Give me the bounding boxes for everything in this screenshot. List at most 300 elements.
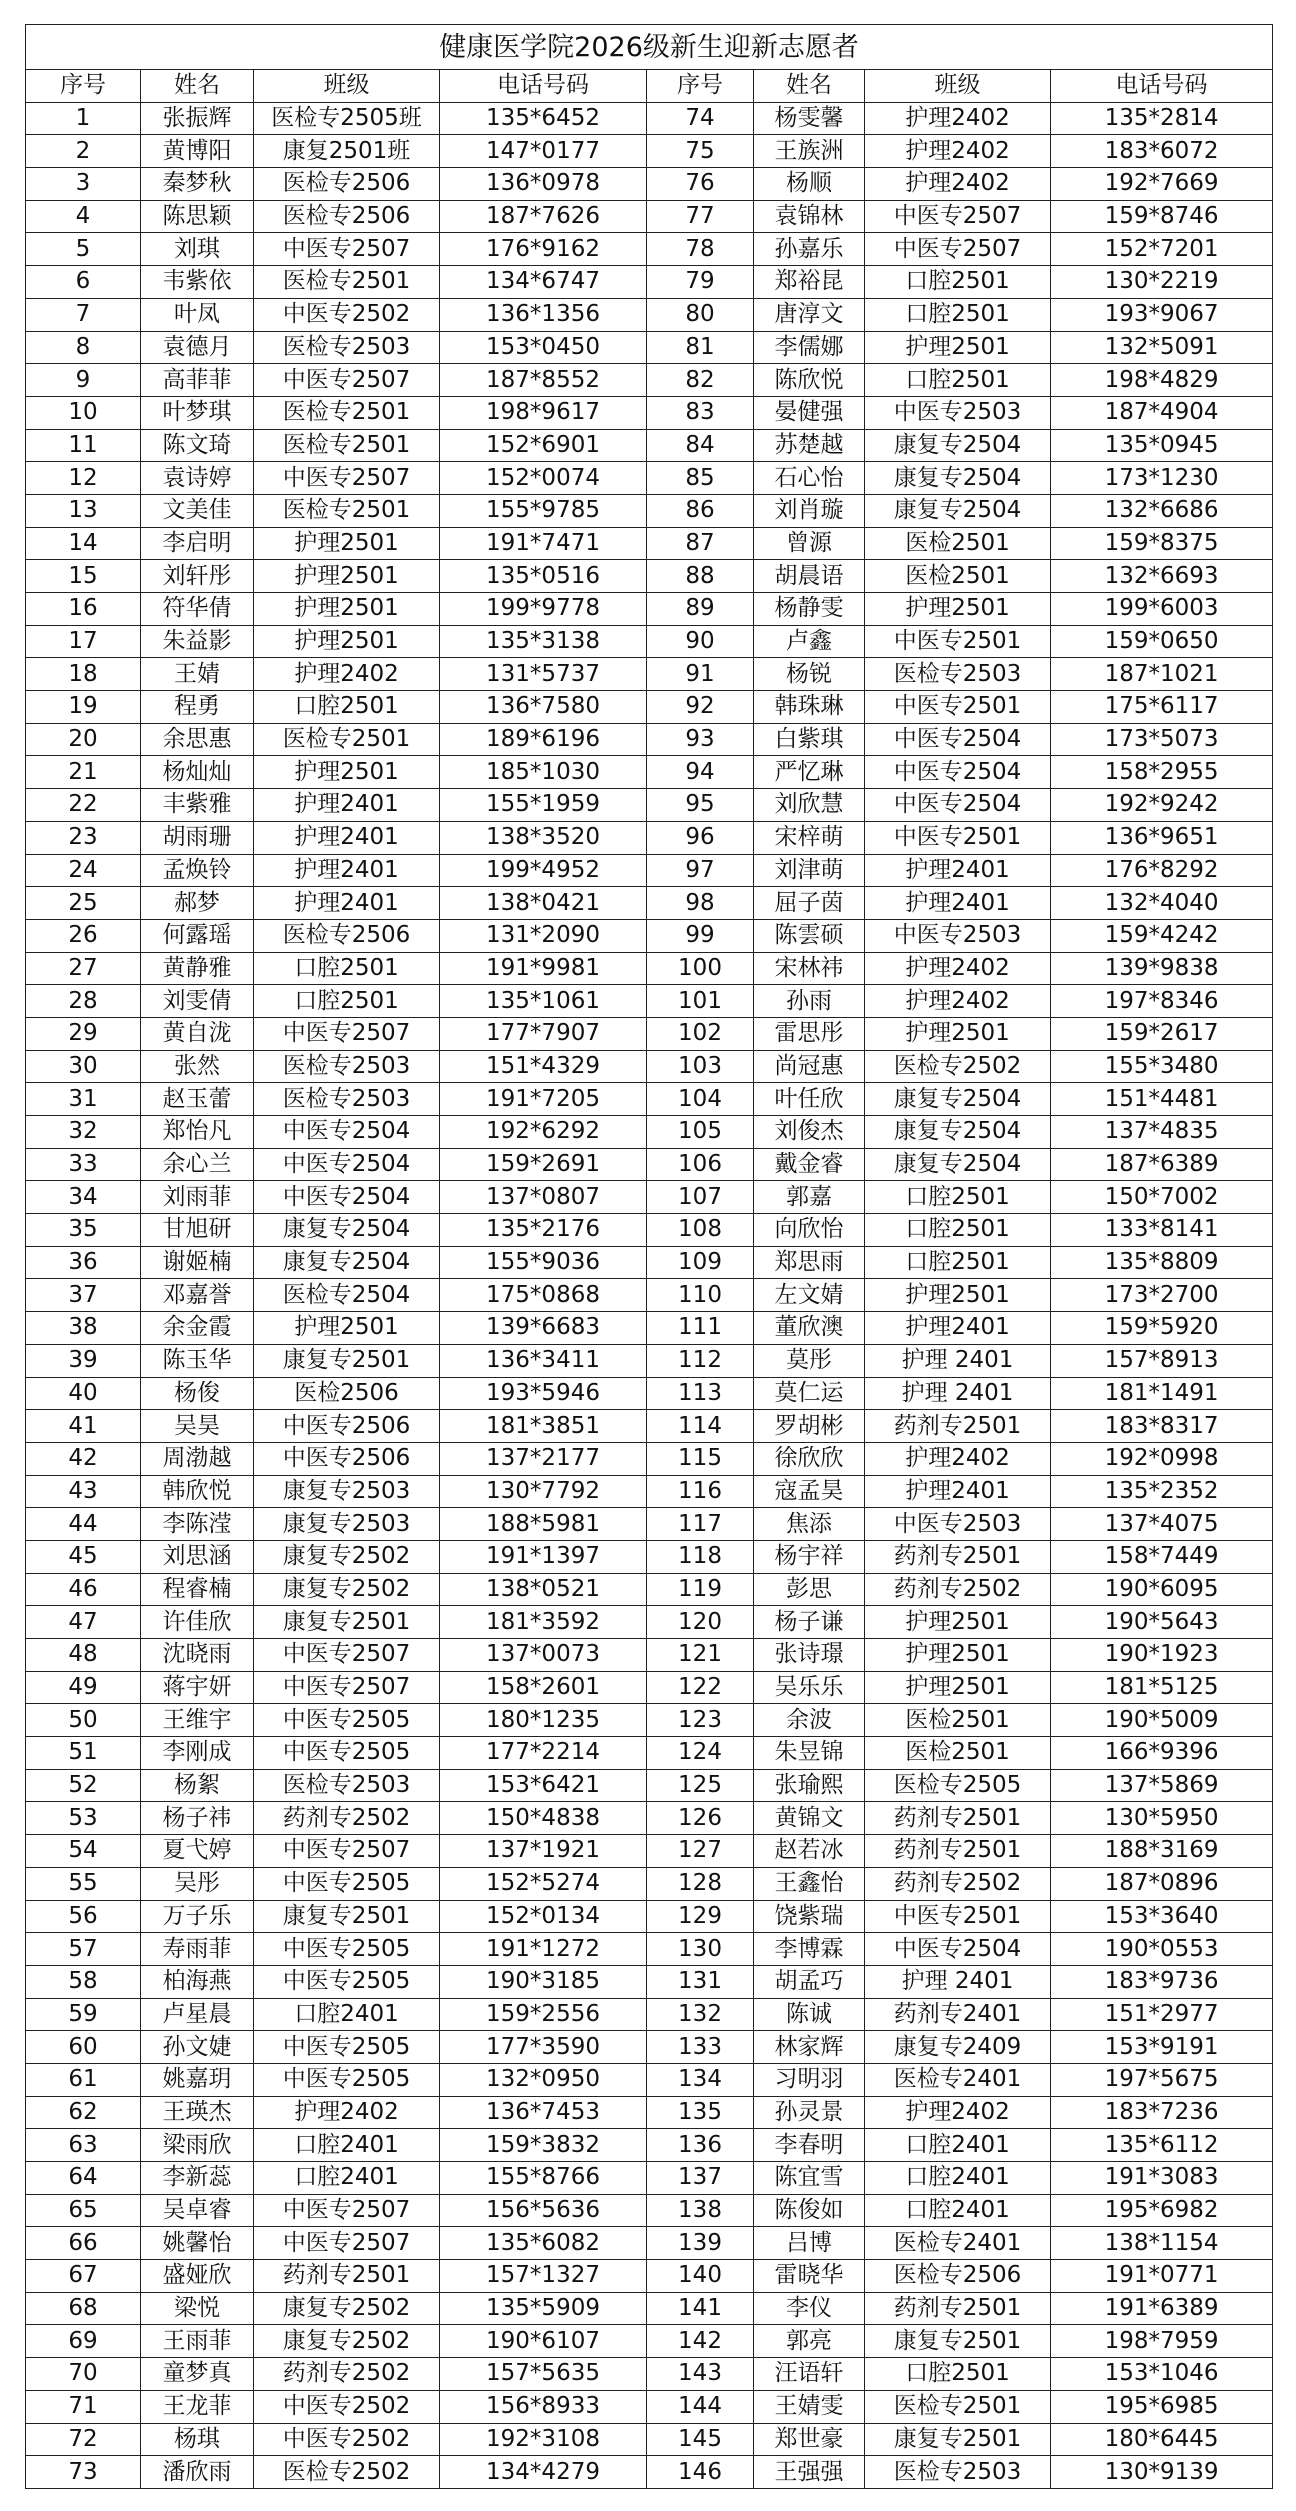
cell-class: 口腔2501: [865, 1181, 1051, 1214]
cell-index: 78: [647, 233, 754, 266]
cell-name: 郑怡凡: [141, 1116, 254, 1149]
cell-class: 中医专2504: [865, 756, 1051, 789]
cell-phone: 190*1923: [1051, 1639, 1273, 1672]
cell-name: 石心怡: [754, 462, 865, 495]
cell-name: 陈雲硕: [754, 919, 865, 952]
cell-name: 余波: [754, 1704, 865, 1737]
cell-name: 张然: [141, 1050, 254, 1083]
header-class: 班级: [865, 70, 1051, 103]
cell-class: 护理2501: [865, 593, 1051, 626]
cell-phone: 175*6117: [1051, 691, 1273, 724]
cell-index: 75: [647, 135, 754, 168]
cell-class: 中医专2503: [865, 1508, 1051, 1541]
cell-name: 程勇: [141, 691, 254, 724]
cell-class: 护理2501: [254, 593, 440, 626]
header-index: 序号: [647, 70, 754, 103]
cell-index: 107: [647, 1181, 754, 1214]
cell-phone: 150*7002: [1051, 1181, 1273, 1214]
cell-index: 146: [647, 2456, 754, 2489]
cell-phone: 180*1235: [440, 1704, 647, 1737]
header-phone: 电话号码: [440, 70, 647, 103]
cell-name: 杨宇祥: [754, 1540, 865, 1573]
cell-name: 习明羽: [754, 2063, 865, 2096]
table-row: [26, 1867, 1273, 1900]
cell-class: 口腔2401: [865, 2129, 1051, 2162]
cell-class: 医检专2501: [254, 429, 440, 462]
cell-name: 王族洲: [754, 135, 865, 168]
cell-class: 护理2401: [865, 1312, 1051, 1345]
table-row: [26, 593, 1273, 626]
cell-phone: 132*6686: [1051, 494, 1273, 527]
cell-index: 104: [647, 1083, 754, 1116]
table-row: [26, 1900, 1273, 1933]
table-row: [26, 331, 1273, 364]
cell-name: 左文婧: [754, 1279, 865, 1312]
cell-class: 护理 2401: [865, 1377, 1051, 1410]
cell-index: 6: [26, 266, 141, 299]
cell-class: 护理2501: [254, 527, 440, 560]
table-row: [26, 887, 1273, 920]
table-row: [26, 1933, 1273, 1966]
cell-class: 药剂专2502: [865, 1573, 1051, 1606]
cell-phone: 173*2700: [1051, 1279, 1273, 1312]
cell-class: 口腔2501: [865, 1246, 1051, 1279]
cell-name: 郑世豪: [754, 2423, 865, 2456]
cell-class: 康复专2504: [865, 462, 1051, 495]
cell-name: 汪语轩: [754, 2358, 865, 2391]
cell-name: 刘琪: [141, 233, 254, 266]
cell-index: 81: [647, 331, 754, 364]
cell-name: 戴金睿: [754, 1148, 865, 1181]
cell-index: 18: [26, 658, 141, 691]
cell-name: 宋梓萌: [754, 821, 865, 854]
cell-phone: 159*2556: [440, 1998, 647, 2031]
cell-class: 中医专2504: [865, 1933, 1051, 1966]
cell-index: 61: [26, 2063, 141, 2096]
cell-name: 白紫琪: [754, 723, 865, 756]
cell-index: 115: [647, 1442, 754, 1475]
cell-phone: 150*4838: [440, 1802, 647, 1835]
cell-index: 103: [647, 1050, 754, 1083]
cell-index: 27: [26, 952, 141, 985]
table-row: [26, 1181, 1273, 1214]
table-row: [26, 2194, 1273, 2227]
cell-name: 杨顺: [754, 168, 865, 201]
cell-name: 李儒娜: [754, 331, 865, 364]
cell-class: 中医专2504: [254, 1148, 440, 1181]
table-row: [26, 102, 1273, 135]
cell-phone: 159*2691: [440, 1148, 647, 1181]
cell-index: 105: [647, 1116, 754, 1149]
cell-phone: 181*3592: [440, 1606, 647, 1639]
cell-class: 康复专2504: [254, 1214, 440, 1247]
cell-index: 144: [647, 2390, 754, 2423]
cell-phone: 151*4329: [440, 1050, 647, 1083]
cell-name: 朱益影: [141, 625, 254, 658]
cell-name: 王瑛杰: [141, 2096, 254, 2129]
cell-phone: 191*9981: [440, 952, 647, 985]
cell-phone: 155*9036: [440, 1246, 647, 1279]
cell-name: 刘欣慧: [754, 789, 865, 822]
cell-name: 李仪: [754, 2292, 865, 2325]
cell-name: 卢星晨: [141, 1998, 254, 2031]
cell-phone: 138*1154: [1051, 2227, 1273, 2260]
cell-class: 药剂专2501: [865, 1835, 1051, 1868]
cell-name: 罗胡彬: [754, 1410, 865, 1443]
cell-phone: 193*9067: [1051, 298, 1273, 331]
cell-index: 73: [26, 2456, 141, 2489]
cell-phone: 189*6196: [440, 723, 647, 756]
header-phone: 电话号码: [1051, 70, 1273, 103]
cell-name: 李春明: [754, 2129, 865, 2162]
cell-phone: 137*4075: [1051, 1508, 1273, 1541]
cell-name: 郝梦: [141, 887, 254, 920]
cell-class: 医检专2505班: [254, 102, 440, 135]
cell-name: 杨子谦: [754, 1606, 865, 1639]
table-row: [26, 1083, 1273, 1116]
cell-name: 刘雯倩: [141, 985, 254, 1018]
cell-name: 文美佳: [141, 494, 254, 527]
cell-phone: 147*0177: [440, 135, 647, 168]
cell-class: 康复专2504: [254, 1246, 440, 1279]
cell-name: 韩珠琳: [754, 691, 865, 724]
cell-index: 41: [26, 1410, 141, 1443]
cell-class: 护理2401: [254, 821, 440, 854]
cell-name: 丰紫雅: [141, 789, 254, 822]
cell-name: 张振辉: [141, 102, 254, 135]
table-row: [26, 2423, 1273, 2456]
cell-phone: 195*6982: [1051, 2194, 1273, 2227]
header-class: 班级: [254, 70, 440, 103]
cell-name: 董欣澳: [754, 1312, 865, 1345]
cell-index: 122: [647, 1671, 754, 1704]
cell-index: 97: [647, 854, 754, 887]
cell-class: 中医专2503: [865, 396, 1051, 429]
table-row: [26, 854, 1273, 887]
cell-name: 刘肖璇: [754, 494, 865, 527]
cell-name: 宋林祎: [754, 952, 865, 985]
table-row: [26, 2227, 1273, 2260]
cell-phone: 151*4481: [1051, 1083, 1273, 1116]
cell-index: 120: [647, 1606, 754, 1639]
cell-class: 康复专2501: [865, 2423, 1051, 2456]
table-row: [26, 1606, 1273, 1639]
cell-phone: 133*8141: [1051, 1214, 1273, 1247]
cell-phone: 131*5737: [440, 658, 647, 691]
table-row: [26, 1769, 1273, 1802]
cell-index: 37: [26, 1279, 141, 1312]
cell-phone: 190*0553: [1051, 1933, 1273, 1966]
cell-name: 吕博: [754, 2227, 865, 2260]
cell-class: 医检专2506: [254, 200, 440, 233]
cell-index: 117: [647, 1508, 754, 1541]
cell-phone: 152*6901: [440, 429, 647, 462]
cell-phone: 159*5920: [1051, 1312, 1273, 1345]
cell-phone: 132*0950: [440, 2063, 647, 2096]
cell-index: 100: [647, 952, 754, 985]
cell-name: 王鑫怡: [754, 1867, 865, 1900]
table-row: [26, 396, 1273, 429]
header-row: [26, 70, 1273, 103]
cell-index: 44: [26, 1508, 141, 1541]
cell-name: 杨静雯: [754, 593, 865, 626]
cell-index: 14: [26, 527, 141, 560]
cell-class: 中医专2502: [254, 2390, 440, 2423]
table-row: [26, 233, 1273, 266]
cell-phone: 177*3590: [440, 2031, 647, 2064]
cell-class: 护理2401: [865, 854, 1051, 887]
cell-index: 13: [26, 494, 141, 527]
cell-name: 焦添: [754, 1508, 865, 1541]
cell-class: 护理2501: [254, 1312, 440, 1345]
cell-index: 137: [647, 2162, 754, 2195]
cell-phone: 181*3851: [440, 1410, 647, 1443]
cell-phone: 138*3520: [440, 821, 647, 854]
table-body: [26, 102, 1273, 2488]
cell-index: 112: [647, 1344, 754, 1377]
cell-index: 11: [26, 429, 141, 462]
cell-phone: 138*0421: [440, 887, 647, 920]
cell-phone: 151*2977: [1051, 1998, 1273, 2031]
table-row: [26, 2162, 1273, 2195]
cell-phone: 155*1959: [440, 789, 647, 822]
cell-class: 康复专2502: [254, 2292, 440, 2325]
cell-index: 113: [647, 1377, 754, 1410]
cell-index: 56: [26, 1900, 141, 1933]
cell-phone: 190*6107: [440, 2325, 647, 2358]
table-row: [26, 1246, 1273, 1279]
cell-index: 114: [647, 1410, 754, 1443]
table-row: [26, 1802, 1273, 1835]
cell-phone: 157*5635: [440, 2358, 647, 2391]
cell-name: 盛娅欣: [141, 2260, 254, 2293]
cell-phone: 139*6683: [440, 1312, 647, 1345]
cell-class: 医检2501: [865, 527, 1051, 560]
cell-phone: 159*8375: [1051, 527, 1273, 560]
cell-phone: 188*3169: [1051, 1835, 1273, 1868]
cell-class: 中医专2505: [254, 2031, 440, 2064]
cell-class: 护理2401: [254, 789, 440, 822]
cell-index: 143: [647, 2358, 754, 2391]
table-row: [26, 429, 1273, 462]
cell-class: 康复专2504: [865, 429, 1051, 462]
cell-index: 67: [26, 2260, 141, 2293]
cell-name: 孟焕铃: [141, 854, 254, 887]
cell-index: 108: [647, 1214, 754, 1247]
cell-phone: 157*1327: [440, 2260, 647, 2293]
cell-class: 口腔2401: [254, 2129, 440, 2162]
cell-phone: 175*0868: [440, 1279, 647, 1312]
cell-class: 中医专2505: [254, 1737, 440, 1770]
cell-phone: 135*2352: [1051, 1475, 1273, 1508]
cell-phone: 177*7907: [440, 1017, 647, 1050]
cell-class: 中医专2506: [254, 1410, 440, 1443]
cell-class: 康复专2504: [865, 1116, 1051, 1149]
cell-class: 药剂专2501: [865, 1410, 1051, 1443]
cell-name: 万子乐: [141, 1900, 254, 1933]
table-row: [26, 1017, 1273, 1050]
cell-index: 15: [26, 560, 141, 593]
table-row: [26, 298, 1273, 331]
cell-name: 吴乐乐: [754, 1671, 865, 1704]
cell-phone: 136*9651: [1051, 821, 1273, 854]
cell-phone: 138*0521: [440, 1573, 647, 1606]
cell-index: 66: [26, 2227, 141, 2260]
cell-class: 中医专2504: [254, 1181, 440, 1214]
cell-name: 徐欣欣: [754, 1442, 865, 1475]
cell-name: 尚冠惠: [754, 1050, 865, 1083]
cell-phone: 130*7792: [440, 1475, 647, 1508]
cell-class: 口腔2501: [865, 364, 1051, 397]
cell-class: 康复专2502: [254, 2325, 440, 2358]
cell-index: 71: [26, 2390, 141, 2423]
cell-name: 胡晨语: [754, 560, 865, 593]
cell-class: 医检专2501: [865, 2390, 1051, 2423]
cell-index: 126: [647, 1802, 754, 1835]
cell-phone: 155*3480: [1051, 1050, 1273, 1083]
cell-phone: 191*1272: [440, 1933, 647, 1966]
table-row: [26, 527, 1273, 560]
cell-index: 116: [647, 1475, 754, 1508]
cell-phone: 197*8346: [1051, 985, 1273, 1018]
cell-class: 中医专2504: [254, 1116, 440, 1149]
cell-index: 90: [647, 625, 754, 658]
cell-class: 医检专2503: [254, 1769, 440, 1802]
cell-index: 139: [647, 2227, 754, 2260]
cell-phone: 134*4279: [440, 2456, 647, 2489]
cell-phone: 181*5125: [1051, 1671, 1273, 1704]
cell-name: 刘津萌: [754, 854, 865, 887]
cell-phone: 199*6003: [1051, 593, 1273, 626]
cell-class: 护理2501: [254, 625, 440, 658]
cell-phone: 176*9162: [440, 233, 647, 266]
cell-class: 护理2501: [865, 1639, 1051, 1672]
cell-phone: 192*0998: [1051, 1442, 1273, 1475]
cell-class: 护理2402: [865, 1442, 1051, 1475]
cell-index: 45: [26, 1540, 141, 1573]
cell-index: 91: [647, 658, 754, 691]
cell-class: 口腔2401: [865, 2194, 1051, 2227]
cell-index: 59: [26, 1998, 141, 2031]
cell-index: 96: [647, 821, 754, 854]
cell-class: 护理2401: [254, 887, 440, 920]
cell-name: 叶任欣: [754, 1083, 865, 1116]
cell-class: 中医专2507: [865, 200, 1051, 233]
cell-phone: 158*2955: [1051, 756, 1273, 789]
cell-index: 92: [647, 691, 754, 724]
cell-index: 68: [26, 2292, 141, 2325]
cell-phone: 132*4040: [1051, 887, 1273, 920]
cell-phone: 187*4904: [1051, 396, 1273, 429]
cell-index: 119: [647, 1573, 754, 1606]
cell-phone: 187*7626: [440, 200, 647, 233]
cell-index: 28: [26, 985, 141, 1018]
table-row: [26, 789, 1273, 822]
table-row: [26, 919, 1273, 952]
table-row: [26, 266, 1273, 299]
cell-index: 111: [647, 1312, 754, 1345]
cell-class: 中医专2507: [254, 1017, 440, 1050]
cell-index: 43: [26, 1475, 141, 1508]
cell-phone: 183*9736: [1051, 1965, 1273, 1998]
cell-class: 中医专2507: [254, 462, 440, 495]
cell-name: 刘轩彤: [141, 560, 254, 593]
cell-phone: 135*3138: [440, 625, 647, 658]
cell-index: 135: [647, 2096, 754, 2129]
cell-index: 94: [647, 756, 754, 789]
cell-name: 王强强: [754, 2456, 865, 2489]
cell-index: 74: [647, 102, 754, 135]
table-row: [26, 1540, 1273, 1573]
cell-phone: 156*5636: [440, 2194, 647, 2227]
cell-phone: 134*6747: [440, 266, 647, 299]
cell-name: 陈俊如: [754, 2194, 865, 2227]
cell-class: 医检专2503: [865, 658, 1051, 691]
cell-name: 吴昊: [141, 1410, 254, 1443]
cell-class: 医检专2401: [865, 2227, 1051, 2260]
cell-phone: 152*7201: [1051, 233, 1273, 266]
cell-name: 黄博阳: [141, 135, 254, 168]
cell-index: 72: [26, 2423, 141, 2456]
cell-name: 陈玉华: [141, 1344, 254, 1377]
cell-name: 孙雨: [754, 985, 865, 1018]
cell-phone: 173*1230: [1051, 462, 1273, 495]
cell-name: 向欣怡: [754, 1214, 865, 1247]
cell-class: 护理2401: [254, 854, 440, 887]
table-row: [26, 658, 1273, 691]
cell-class: 康复专2501: [865, 2325, 1051, 2358]
cell-name: 韩欣悦: [141, 1475, 254, 1508]
cell-class: 护理2501: [865, 1671, 1051, 1704]
cell-phone: 137*2177: [440, 1442, 647, 1475]
cell-name: 屈子茵: [754, 887, 865, 920]
table-row: [26, 168, 1273, 201]
cell-class: 中医专2505: [254, 1867, 440, 1900]
cell-name: 李新蕊: [141, 2162, 254, 2195]
cell-index: 62: [26, 2096, 141, 2129]
cell-name: 苏楚越: [754, 429, 865, 462]
cell-index: 22: [26, 789, 141, 822]
cell-index: 54: [26, 1835, 141, 1868]
cell-class: 护理2402: [865, 2096, 1051, 2129]
cell-index: 10: [26, 396, 141, 429]
cell-name: 秦梦秋: [141, 168, 254, 201]
cell-phone: 136*3411: [440, 1344, 647, 1377]
cell-name: 韦紫依: [141, 266, 254, 299]
cell-index: 88: [647, 560, 754, 593]
cell-phone: 181*1491: [1051, 1377, 1273, 1410]
cell-class: 中医专2502: [254, 298, 440, 331]
table-row: [26, 1442, 1273, 1475]
cell-name: 晏健强: [754, 396, 865, 429]
cell-class: 康复专2504: [865, 1148, 1051, 1181]
table-row: [26, 2031, 1273, 2064]
cell-name: 姚馨怡: [141, 2227, 254, 2260]
cell-phone: 153*0450: [440, 331, 647, 364]
table-row: [26, 1998, 1273, 2031]
cell-phone: 132*5091: [1051, 331, 1273, 364]
table-row: [26, 2096, 1273, 2129]
cell-index: 21: [26, 756, 141, 789]
cell-class: 中医专2501: [865, 1900, 1051, 1933]
cell-name: 何露瑶: [141, 919, 254, 952]
cell-phone: 159*2617: [1051, 1017, 1273, 1050]
cell-phone: 135*6082: [440, 2227, 647, 2260]
cell-name: 邓嘉誉: [141, 1279, 254, 1312]
cell-class: 医检2501: [865, 1704, 1051, 1737]
cell-class: 中医专2505: [254, 1965, 440, 1998]
cell-class: 护理 2401: [865, 1965, 1051, 1998]
